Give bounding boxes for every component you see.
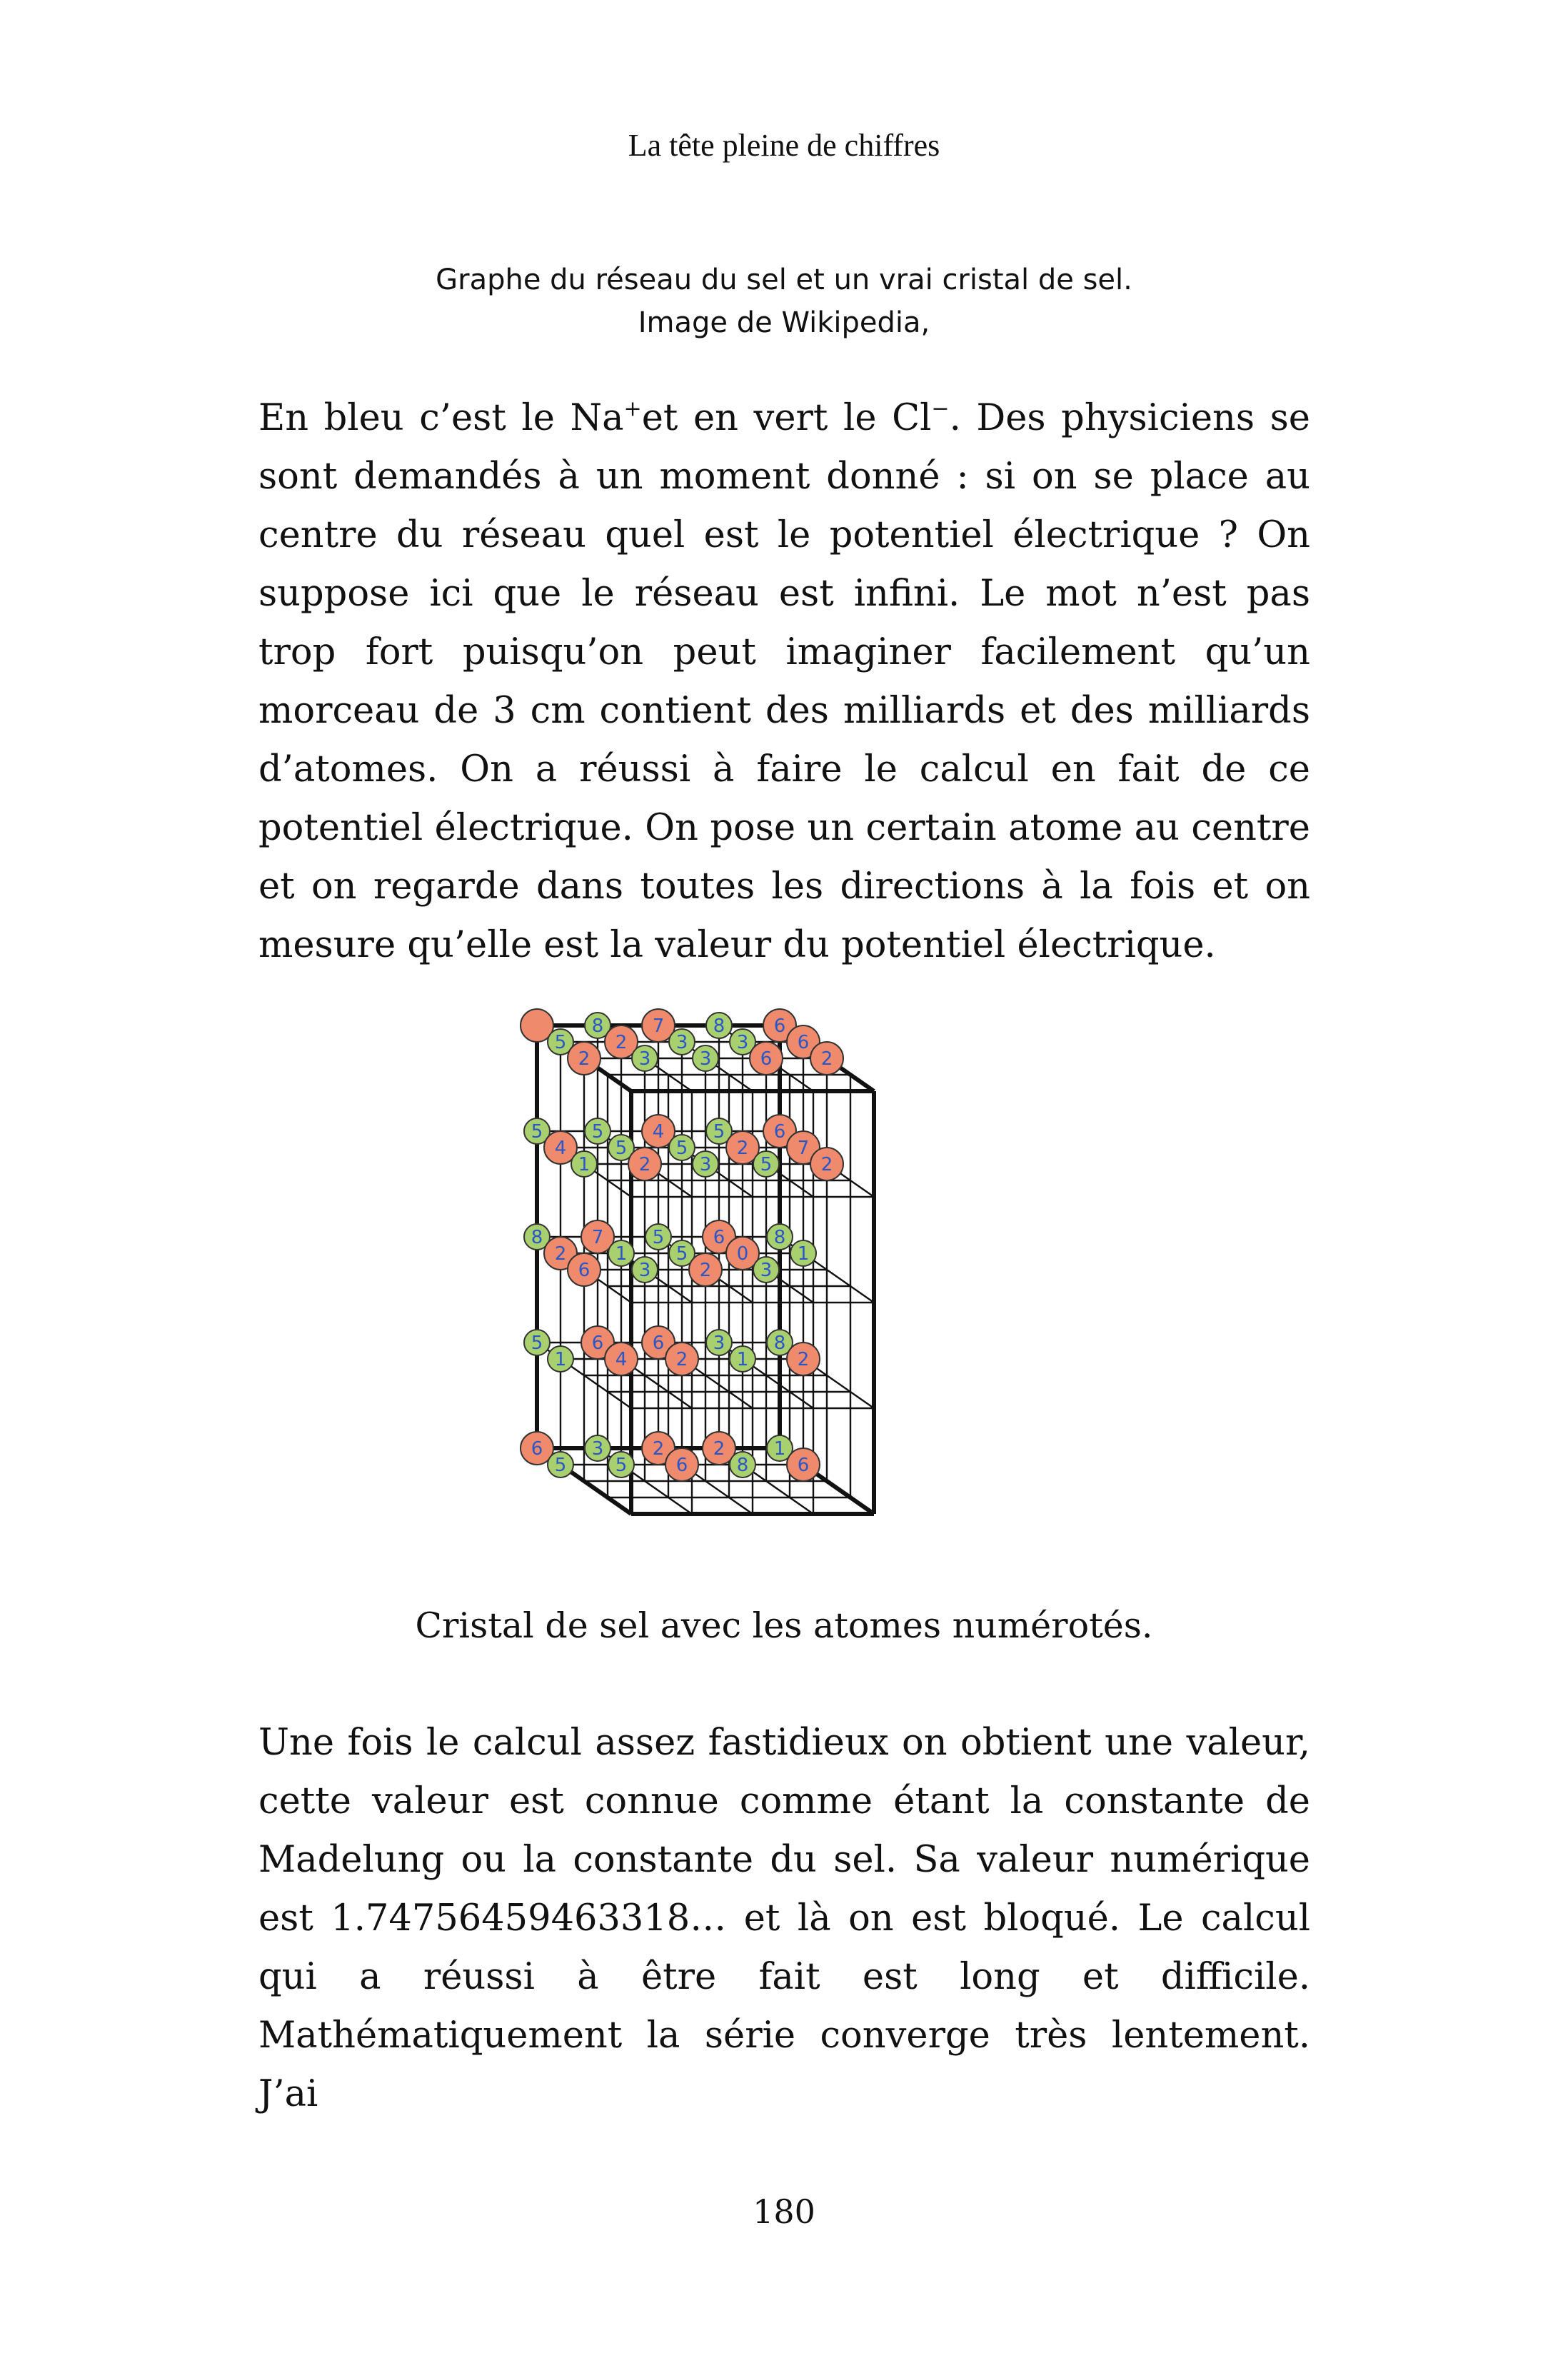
atom-number-label: 2 (820, 1154, 833, 1175)
atom-number-label: 1 (797, 1243, 810, 1265)
atom-number-label: 6 (675, 1455, 688, 1476)
atom-number-label: 5 (615, 1455, 628, 1476)
atom-number-label: 2 (736, 1138, 749, 1159)
atom-number-label: 7 (652, 1015, 665, 1037)
chlorine-atom (669, 1029, 695, 1055)
atom-number-label: 3 (736, 1032, 749, 1053)
atom-number-label: 8 (773, 1227, 786, 1248)
atom-number-label: 2 (699, 1260, 712, 1281)
image-caption-top (0, 259, 1568, 344)
chlorine-atom (548, 1452, 573, 1477)
atom-number-label: 1 (578, 1154, 590, 1175)
atom-number-label: 5 (591, 1121, 604, 1143)
atom-number-label: 7 (797, 1138, 810, 1159)
atom-number-label: 3 (713, 1333, 725, 1354)
atom-number-label: 2 (578, 1048, 590, 1070)
atom-number-label: 2 (554, 1243, 567, 1265)
atom-number-label: 8 (736, 1455, 749, 1476)
atom-number-label: 6 (652, 1333, 665, 1354)
atom-number-label: 8 (713, 1015, 725, 1037)
atom-number-label: 2 (797, 1349, 810, 1370)
sodium-atom (568, 1042, 600, 1075)
chlorine-atom (730, 1452, 755, 1477)
chlorine-atom (608, 1452, 634, 1477)
atom-number-label: 3 (699, 1154, 712, 1175)
chlorine-atom (693, 1151, 718, 1177)
salt-crystal-diagram (500, 1015, 1057, 1592)
atom-number-label: 4 (652, 1121, 665, 1143)
atom-number-label: 4 (554, 1138, 567, 1159)
atom-number-label: 5 (675, 1243, 688, 1265)
running-title: La tête pleine de chiffres (628, 128, 940, 163)
atom-number-label: 5 (531, 1333, 543, 1354)
caption-line-1: Graphe du réseau du sel et un vrai cristal de sel. (436, 264, 1132, 296)
chlorine-atom (571, 1151, 597, 1177)
sodium-atom (787, 1448, 820, 1481)
paragraph-2: Une fois le calcul assez fastidieux on obtient une valeur, cette valeur est connue comme étant la constante de Madelung ou la constante du sel. Sa valeur numérique est 1.74756459463318… et là on est bloqué. Le calcul qui a réussi à être fait est long et difficile. Mathématiquement la série converge très lentement. J’ai (258, 1722, 1310, 2115)
atom-number-label: 3 (675, 1032, 688, 1053)
atom-number-label: 5 (554, 1455, 567, 1476)
sodium-atom (665, 1343, 698, 1375)
atom-number-label: 3 (760, 1260, 773, 1281)
sodium-atom (628, 1148, 661, 1180)
chlorine-atom (790, 1240, 816, 1266)
atom-number-label: 1 (554, 1349, 567, 1370)
atom-number-label: 6 (773, 1015, 786, 1037)
atom-number-label: 6 (531, 1438, 543, 1460)
chlorine-atom (706, 1013, 732, 1038)
chlorine-atom (706, 1330, 732, 1355)
atom-number-label: 2 (652, 1438, 665, 1460)
chlorine-atom (730, 1346, 755, 1372)
chlorine-atom (524, 1330, 550, 1355)
atom-number-label: 1 (736, 1349, 749, 1370)
sodium-atom (568, 1253, 600, 1286)
atom-number-label: 6 (591, 1333, 604, 1354)
chlorine-atom (693, 1045, 718, 1071)
para1-part-b: et en vert le Cl (641, 397, 932, 439)
para1-part-c: . Des physiciens se sont demandés à un moment donné : si on se place au centre du réseau quel est le potentiel électrique ? On suppose ici que le réseau est infini. Le mot n’est pas trop fort puisqu’on peut imaginer facilement qu’un morceau de 3 cm contient des milliards et des milliards d’atomes. On a réussi à faire le calcul en fait de ce potentiel électrique. On pose un certain atome au centre et on regarde dans toutes les directions à la fois et on mesure qu’elle est la valeur du potentiel électrique. (258, 397, 1310, 966)
atom-number-label: 2 (638, 1154, 651, 1175)
chlorine-atom (585, 1118, 610, 1144)
atom-number-label: 6 (797, 1455, 810, 1476)
chlorine-atom (645, 1224, 671, 1250)
sodium-atom (787, 1343, 820, 1375)
atom-number-label: 3 (638, 1048, 651, 1070)
atom-number-label: 8 (591, 1015, 604, 1037)
atom-number-label: 3 (638, 1260, 651, 1281)
atom-number-label: 6 (713, 1227, 725, 1248)
chlorine-atom (585, 1435, 610, 1461)
sodium-charge: + (623, 396, 642, 421)
atom-number-label: 2 (615, 1032, 628, 1053)
atom-number-label: 8 (773, 1333, 786, 1354)
sodium-atom (605, 1343, 638, 1375)
atom-number-label: 2 (713, 1438, 725, 1460)
atom-number-label: 7 (591, 1227, 604, 1248)
sodium-atom (810, 1042, 843, 1075)
atom-number-label: 3 (699, 1048, 712, 1070)
chlorine-atom (548, 1346, 573, 1372)
atom-number-label: 5 (554, 1032, 567, 1053)
chlorine-atom (632, 1045, 658, 1071)
caption-line-2: Image de Wikipedia, (638, 306, 930, 339)
sodium-atom (750, 1042, 783, 1075)
atom-number-label: 2 (675, 1349, 688, 1370)
paragraph-1 (258, 389, 1310, 975)
atom-number-label: 2 (820, 1048, 833, 1070)
atom-number-label: 5 (713, 1121, 725, 1143)
atom-number-label: 5 (531, 1121, 543, 1143)
atom-number-label: 4 (615, 1349, 628, 1370)
chlorine-atom (767, 1224, 793, 1250)
atom-number-label: 5 (675, 1138, 688, 1159)
chlorine-charge: − (931, 396, 950, 421)
atom-number-label: 6 (773, 1121, 786, 1143)
atom-number-label: 8 (531, 1227, 543, 1248)
chlorine-atom (753, 1257, 779, 1283)
atom-number-label: 6 (760, 1048, 773, 1070)
chlorine-atom (632, 1257, 658, 1283)
atom-number-label: 5 (760, 1154, 773, 1175)
atom-number-label: 3 (591, 1438, 604, 1460)
sodium-atom (810, 1148, 843, 1180)
atom-number-label: 5 (615, 1138, 628, 1159)
chlorine-atom (753, 1151, 779, 1177)
atom-number-label: 0 (736, 1243, 749, 1265)
page-number: 180 (753, 2192, 815, 2231)
atom-number-label: 6 (578, 1260, 590, 1281)
atom-number-label: 5 (652, 1227, 665, 1248)
para1-part-a: En bleu c’est le Na (258, 397, 624, 439)
chlorine-atom (669, 1135, 695, 1160)
figure-caption: Cristal de sel avec les atomes numérotés. (415, 1605, 1153, 1646)
atom-number-label: 1 (615, 1243, 628, 1265)
atom-number-label: 6 (797, 1032, 810, 1053)
chlorine-atom (608, 1240, 634, 1266)
sodium-atom (665, 1448, 698, 1481)
sodium-atom (689, 1253, 722, 1286)
atom-number-label: 1 (773, 1438, 786, 1460)
